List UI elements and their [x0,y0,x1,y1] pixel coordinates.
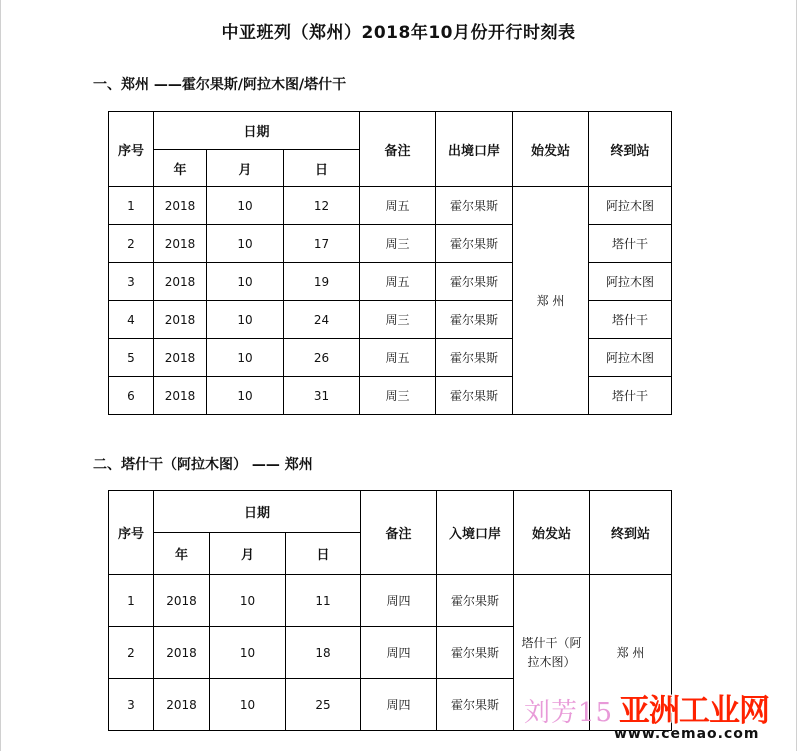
header-no: 序号 [109,112,154,187]
header-origin: 始发站 [513,112,589,187]
cell-port: 霍尔果斯 [437,679,514,731]
header-note: 备注 [361,491,437,575]
cell-month: 10 [207,225,284,263]
cell-month: 10 [207,263,284,301]
cell-day: 25 [286,679,361,731]
cell-note: 周五 [360,263,436,301]
table-row [109,187,672,225]
cell-year: 2018 [154,627,210,679]
cell-note: 周三 [360,225,436,263]
header-month: 月 [210,533,286,575]
header-year: 年 [154,533,210,575]
cell-destination: 郑 州 [590,575,672,731]
cell-no: 3 [109,263,154,301]
section1-heading: 一、郑州 ——霍尔果斯/阿拉木图/塔什干 [93,77,347,93]
header-note: 备注 [360,112,436,187]
page-title: 中亚班列（郑州）2018年10月份开行时刻表 [221,23,576,43]
cell-port: 霍尔果斯 [437,575,514,627]
cell-year: 2018 [154,377,207,415]
cell-port: 霍尔果斯 [436,187,513,225]
cell-port: 霍尔果斯 [437,627,514,679]
header-year: 年 [154,150,207,187]
cell-destination: 阿拉木图 [589,263,672,301]
cell-month: 10 [210,575,286,627]
cell-year: 2018 [154,187,207,225]
cell-destination: 塔什干 [589,377,672,415]
cell-port: 霍尔果斯 [436,301,513,339]
cell-note: 周三 [360,301,436,339]
header-destination: 终到站 [590,491,672,575]
header-day: 日 [286,533,361,575]
header-date: 日期 [154,491,361,533]
cell-no: 6 [109,377,154,415]
cell-origin: 郑 州 [513,187,589,415]
cell-port: 霍尔果斯 [436,377,513,415]
watermark-name: 刘芳15 [524,698,614,728]
cell-day: 26 [284,339,360,377]
section2-heading: 二、塔什干（阿拉木图） —— 郑州 [93,457,313,473]
cell-day: 18 [286,627,361,679]
cell-note: 周五 [360,339,436,377]
cell-month: 10 [207,187,284,225]
cell-no: 2 [109,225,154,263]
cell-port: 霍尔果斯 [436,339,513,377]
cell-year: 2018 [154,263,207,301]
watermark-logo: 亚洲工业网 [619,693,769,729]
cell-port: 霍尔果斯 [436,263,513,301]
cell-note: 周五 [360,187,436,225]
cell-day: 19 [284,263,360,301]
cell-year: 2018 [154,679,210,731]
cell-year: 2018 [154,225,207,263]
cell-destination: 阿拉木图 [589,339,672,377]
cell-month: 10 [210,679,286,731]
cell-no: 1 [109,187,154,225]
header-day: 日 [284,150,360,187]
cell-month: 10 [207,377,284,415]
outbound-schedule-table [108,111,672,415]
cell-note: 周四 [361,575,437,627]
cell-origin: 塔什干（阿拉木图） [514,575,590,731]
cell-day: 24 [284,301,360,339]
cell-no: 5 [109,339,154,377]
header-no: 序号 [109,491,154,575]
header-exit-port: 出境口岸 [436,112,513,187]
cell-day: 31 [284,377,360,415]
cell-note: 周四 [361,627,437,679]
cell-destination: 阿拉木图 [589,187,672,225]
cell-no: 4 [109,301,154,339]
cell-month: 10 [207,339,284,377]
page-edge-left [0,0,1,751]
cell-month: 10 [207,301,284,339]
cell-year: 2018 [154,339,207,377]
header-entry-port: 入境口岸 [437,491,514,575]
cell-year: 2018 [154,575,210,627]
cell-destination: 塔什干 [589,301,672,339]
header-origin: 始发站 [514,491,590,575]
cell-day: 12 [284,187,360,225]
cell-month: 10 [210,627,286,679]
table-row [109,575,672,627]
cell-destination: 塔什干 [589,225,672,263]
cell-note: 周四 [361,679,437,731]
cell-year: 2018 [154,301,207,339]
cell-note: 周三 [360,377,436,415]
cell-no: 3 [109,679,154,731]
cell-no: 1 [109,575,154,627]
watermark-url: www.cemao.com [614,726,760,742]
header-month: 月 [207,150,284,187]
header-date: 日期 [154,112,360,150]
cell-day: 17 [284,225,360,263]
header-destination: 终到站 [589,112,672,187]
cell-port: 霍尔果斯 [436,225,513,263]
cell-day: 11 [286,575,361,627]
cell-no: 2 [109,627,154,679]
